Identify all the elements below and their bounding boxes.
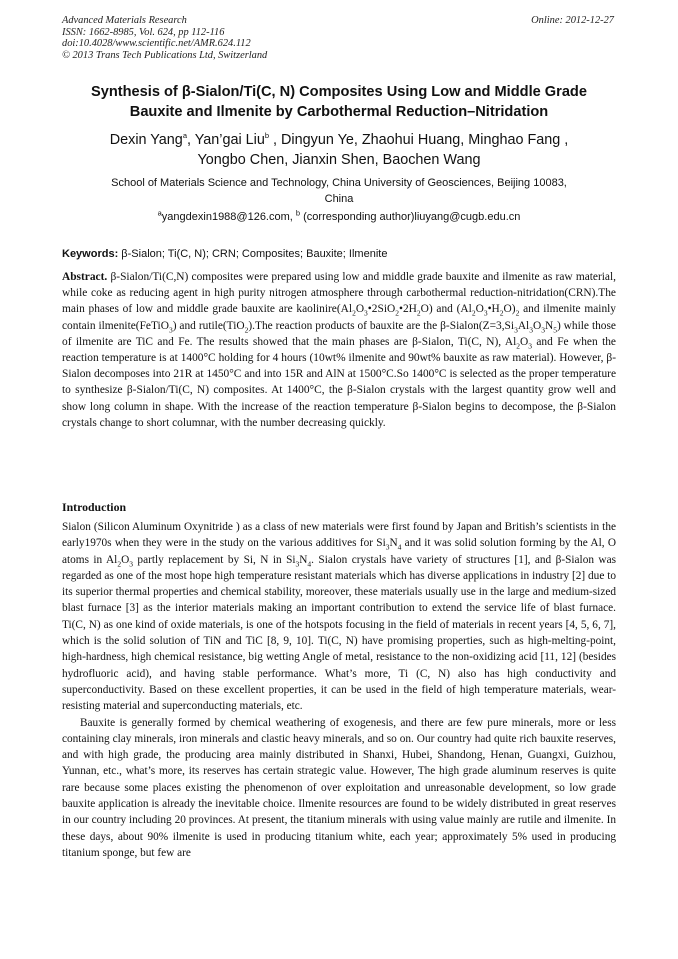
intro-paragraph-1 — [62, 519, 616, 715]
subscript: 3 — [541, 324, 545, 334]
abstract-text: O) — [503, 303, 516, 316]
introduction-body — [62, 519, 616, 861]
abstract-label: Abstract. — [62, 271, 108, 283]
subscript: 2 — [516, 341, 520, 351]
subscript: 3 — [483, 308, 488, 318]
subscript: 3 — [364, 308, 368, 318]
subscript: 2 — [499, 308, 504, 318]
section-heading-introduction: Introduction — [62, 500, 127, 514]
author-mark: b — [264, 131, 270, 141]
author-name: , Yan’gai Liu — [186, 132, 265, 148]
abstract-text: O — [355, 303, 365, 316]
intro-paragraph-2: Bauxite is generally formed by chemical weathering of exogenesis, and there are few pure minerals, more or less containing clay minerals, iron minerals and clastic heavy minerals, and so on. Our country had quite rich bauxite reserves, and with high grade, the producing area mainly distributed in Shanxi, Hubei, Shandong, Henan, Guangxi, Guizhou, Yunnan, etc., what’s more, its reserves has certain strategic value. However, The high grade aluminum reserves is quite rare because some places existing the phenomenon of over exploitation and unreasonable development, so low grade bauxite application is already the inevitable choice. Ilmenite resources are found to be widely distributed in great reserves in our country including 20 provinces. At present, the titanium minerals with using value mainly are rutile and ilmenite. In these days, about 90% ilmenite is used in producing titanium white, each year; approximately 5% used in producing titanium sponge, but few are — [62, 716, 616, 859]
subscript: 2 — [395, 308, 399, 318]
author-names: , Dingyun Ye, Zhaohui Huang, Minghao Fang , — [269, 132, 569, 148]
abstract-text: and Fe when the reaction temperature is at 1400°C holding for 4 hours (10wt% ilmenite and 90wt% bauxite as raw material). However, β-Sialon decomposes into 21R at 1450°C and into 15R and AlN at 1500°C.So 1400°C is selected as the proper temperature to synthesize β-Sialon/Ti(C, N) composites. At 1400°C, the β-Sialon crystals with the largest quantity grow well and show long column in shape. With the increase of the reaction temperature β-Sialon begins to decompose, the β-Sialon crystals change to short columnar, with the number decreasing quickly. — [62, 335, 616, 429]
subscript: 3 — [129, 558, 133, 568]
subscript: 2 — [471, 308, 476, 318]
abstract-text: β-Sialon/Ti(C,N) composites were prepared using low and middle grade bauxite and ilmenite as raw material, while coke as reducing agent in high purity nitrogen atmosphere through carbothermal reduction-nitridation(CRN).The main phases of low and middle grade bauxite are kaolinire(Al — [62, 271, 616, 316]
abstract-text: Al — [517, 319, 530, 332]
keywords-text: β-Sialon; Ti(C, N); CRN; Composites; Bauxite; Ilmenite — [118, 248, 388, 260]
subscript: 4 — [307, 558, 312, 568]
subscript: 2 — [117, 558, 122, 568]
abstract-text: ).The reaction products of bauxite are the β-Sialon(Z=3,Si — [248, 319, 515, 332]
email-b[interactable]: (corresponding author)liuyang@cugb.edu.cn — [300, 211, 521, 223]
author-line-1 — [50, 131, 628, 151]
subscript: 3 — [385, 542, 390, 552]
affiliation-line-1: School of Materials Science and Technology, China University of Geosciences, Beijing 10083, — [111, 177, 567, 189]
abstract-text: O — [532, 319, 542, 332]
subscript: 3 — [528, 341, 532, 351]
abstract-text: N — [544, 319, 554, 332]
abstract-text: ) while those of ilmenite are TiC and Fe. The results showed that the main phases are β-Sialon, Ti(C, N), Al — [62, 319, 616, 348]
author-line-2: Yongbo Chen, Jianxin Shen, Baochen Wang — [197, 151, 481, 168]
subscript: 3 — [168, 324, 173, 334]
email-mark-a: a — [157, 208, 162, 218]
abstract-text: O) and (Al — [420, 303, 472, 316]
paper-title — [50, 82, 628, 122]
online-date: Online: 2012-12-27 — [531, 15, 614, 26]
abstract-text: •H — [487, 303, 500, 316]
body-text: N — [299, 553, 308, 566]
author-list — [50, 131, 628, 170]
abstract-text: and ilmenite mainly contain ilmenite(FeTiO — [62, 303, 617, 332]
author-emails — [62, 210, 616, 224]
title-line-2: Bauxite and Ilmenite by Carbothermal Reduction–Nitridation — [129, 104, 549, 120]
journal-copyright: © 2013 Trans Tech Publications Ltd, Switzerland — [62, 49, 268, 61]
abstract — [62, 269, 616, 431]
subscript: 3 — [514, 324, 518, 334]
body-text: and it was solid solution forming by the Al, O atoms in Al — [62, 537, 616, 566]
body-text: partly replacement by Si, N in Si — [133, 553, 296, 566]
subscript: 2 — [244, 324, 249, 334]
subscript: 2 — [515, 308, 520, 318]
abstract-text: O — [520, 335, 529, 348]
journal-header — [62, 15, 267, 61]
body-text: N — [389, 537, 398, 550]
affiliation-line-2: China — [324, 192, 354, 205]
keywords — [62, 247, 387, 261]
keywords-label: Keywords: — [62, 248, 119, 260]
subscript: 4 — [397, 542, 402, 552]
author-mark: a — [182, 131, 187, 141]
body-text: O — [121, 553, 130, 566]
body-text: . Sialon crystals have variety of structures [1], and β-Sialon was regarded as one of the most hope high temperature resistant materials which has diverse applications in industry [2] due to its superior thermal properties and chemical stability, moreover, these materials usually use in the large and medium-sized blast furnace [3] as the interior materials making an important contribution to extend the service life of blast furnace. Ti(C, N) as one kind of oxide materials, is one of the hotspots focusing in the field of materials in recent years [4, 5, 6, 7], which is the solid solution of TiN and TiC [8, 9, 10]. Ti(C, N) have promising properties, such as high-melting-point, high-hardness, high chemical resistance, big wetting Angle of metal, resistance to the non-oxidizing acid [11, 12] (besides hydrofluoric acid), and having stable performance. What’s more, Ti (C, N) also has high conductivity and superconductivity. Based on these excellent properties, it can be used in the field of high temperature materials, wear-resisting material and superconducting materials, etc. — [62, 553, 616, 713]
journal-doi[interactable]: doi:10.4028/www.scientific.net/AMR.624.112 — [62, 38, 251, 50]
body-text: Sialon (Silicon Aluminum Oxynitride ) as a class of new materials were first found by Japan and British’s scientists in the early1970s when they were in the study on the various additives for Si — [62, 521, 616, 550]
abstract-text: O — [475, 303, 484, 316]
journal-issn: ISSN: 1662-8985, Vol. 624, pp 112-116 — [62, 26, 225, 38]
subscript: 2 — [416, 308, 421, 318]
abstract-text: •2H — [398, 303, 417, 316]
author-name: Dexin Yang — [109, 132, 183, 148]
affiliation — [62, 176, 616, 207]
title-line-1: Synthesis of β-Sialon/Ti(C, N) Composites Using Low and Middle Grade — [91, 84, 587, 100]
abstract-text: ) and rutile(TiO — [172, 319, 245, 332]
journal-name: Advanced Materials Research — [62, 15, 187, 26]
email-a[interactable]: yangdexin1988@126.com, — [161, 211, 296, 223]
email-mark-b: b — [295, 208, 301, 218]
subscript: 3 — [295, 558, 300, 568]
subscript: 2 — [352, 308, 356, 318]
subscript: 3 — [529, 324, 533, 334]
abstract-text: •2SiO — [367, 303, 396, 316]
subscript: 5 — [553, 324, 557, 334]
